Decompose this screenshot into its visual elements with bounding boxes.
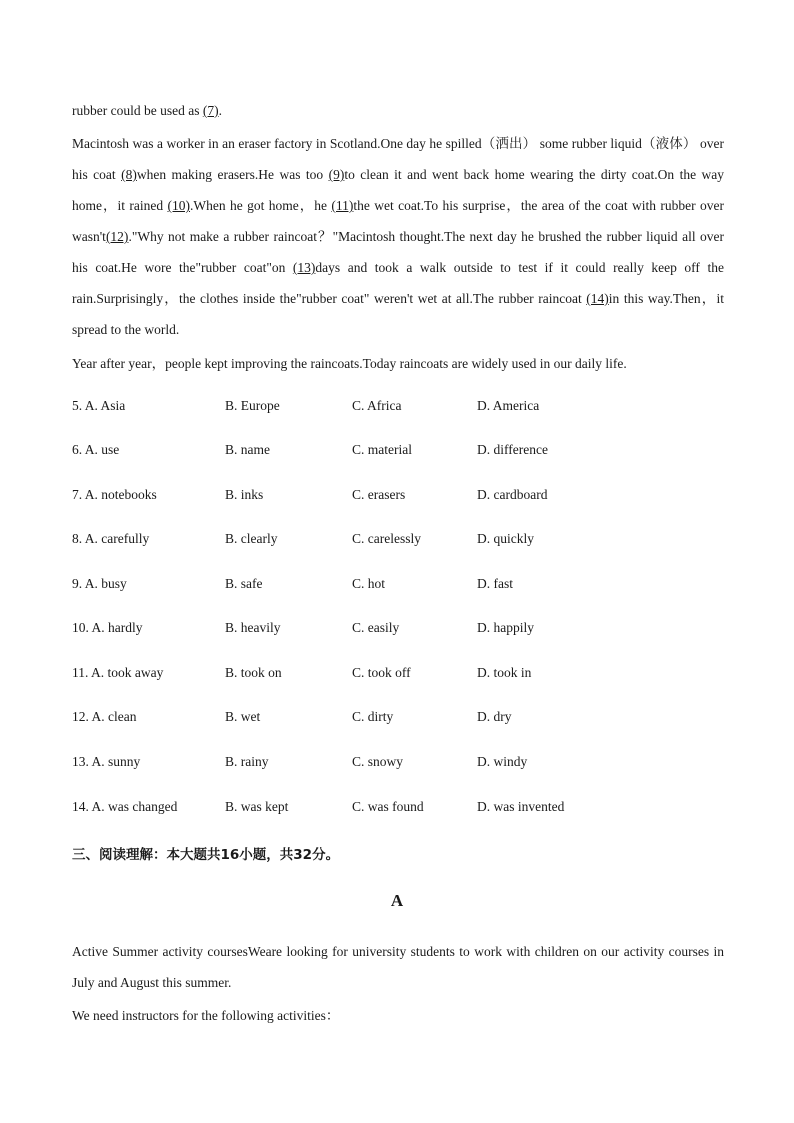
- option-b[interactable]: B. Europe: [225, 398, 280, 413]
- option-b[interactable]: B. rainy: [225, 754, 269, 769]
- option-c[interactable]: C. took off: [352, 665, 411, 680]
- question-8: [72, 531, 722, 551]
- option-a: A. use: [84, 442, 120, 457]
- text-run: ."Why not make a rubber raincoat？"Macintosh thought.The next day he brushed the rubber liquid all over his coat.He wore the"rubber coat"on: [72, 229, 724, 275]
- option-c[interactable]: C. was found: [352, 799, 424, 814]
- question-11: [72, 665, 722, 685]
- blank-9: (9): [328, 167, 345, 182]
- section-title: 三、阅读理解：本大题共16小题，共32分。: [72, 847, 340, 863]
- option-c[interactable]: C. carelessly: [352, 531, 421, 546]
- text-run: .: [218, 103, 222, 118]
- blank-14: (14): [586, 291, 609, 306]
- question-number-and-option-a[interactable]: [72, 576, 127, 592]
- text-run: Macintosh was a worker in an eraser factory in Scotland.One day he spilled（洒出） some rubber liquid（液体） over his coat: [72, 136, 724, 182]
- blank-7: (7): [202, 103, 219, 118]
- option-a: A. Asia: [84, 398, 126, 413]
- option-c[interactable]: C. dirty: [352, 709, 394, 724]
- text-run: in this way.Then，it spread to the world.: [72, 291, 724, 337]
- option-b[interactable]: B. inks: [225, 487, 264, 502]
- passage-heading: A: [390, 891, 404, 910]
- option-c[interactable]: C. erasers: [352, 487, 406, 502]
- text-run: to clean it and went back home wearing the dirty coat.On the way home，it rained: [72, 167, 724, 213]
- option-b[interactable]: B. wet: [225, 709, 261, 724]
- option-d[interactable]: D. happily: [477, 620, 534, 635]
- question-number-and-option-a[interactable]: [72, 487, 157, 503]
- option-d[interactable]: D. windy: [477, 754, 528, 769]
- question-number-and-option-a[interactable]: [72, 665, 163, 681]
- option-a: A. clean: [91, 709, 137, 724]
- question-number: 13.: [72, 754, 89, 769]
- question-7: [72, 487, 722, 507]
- text-run: days and took a walk outside to test if it could really keep off the rain.Surprisingly，the clothes inside the"rubber coat" weren't wet at all.The rubber raincoat: [72, 260, 724, 306]
- option-b[interactable]: B. name: [225, 442, 270, 457]
- question-number-and-option-a[interactable]: [72, 442, 119, 458]
- option-d[interactable]: D. quickly: [477, 531, 534, 546]
- option-b[interactable]: B. heavily: [225, 620, 281, 635]
- question-number: 8.: [72, 531, 83, 546]
- option-b[interactable]: B. took on: [225, 665, 282, 680]
- option-c[interactable]: C. material: [352, 442, 412, 457]
- question-number: 6.: [72, 442, 83, 457]
- option-d[interactable]: D. dry: [477, 709, 512, 724]
- question-9: [72, 576, 722, 596]
- option-a: A. took away: [91, 665, 164, 680]
- question-14: [72, 799, 722, 819]
- question-number: 7.: [72, 487, 83, 502]
- question-number: 11.: [72, 665, 89, 680]
- option-b[interactable]: B. clearly: [225, 531, 278, 546]
- option-c[interactable]: C. easily: [352, 620, 400, 635]
- option-b[interactable]: B. safe: [225, 576, 263, 591]
- question-10: [72, 620, 722, 640]
- blank-12: (12): [105, 229, 129, 244]
- option-d[interactable]: D. took in: [477, 665, 532, 680]
- question-number-and-option-a[interactable]: [72, 531, 149, 547]
- question-number: 12.: [72, 709, 89, 724]
- blank-11: (11): [331, 198, 354, 213]
- option-d[interactable]: D. was invented: [477, 799, 565, 814]
- blank-13: (13): [292, 260, 316, 275]
- text-run: rubber could be used as: [72, 103, 203, 118]
- question-number: 5.: [72, 398, 83, 413]
- option-a: A. hardly: [91, 620, 143, 635]
- question-13: [72, 754, 722, 774]
- reading-need-line: We need instructors for the following activities：: [72, 1008, 340, 1023]
- option-d[interactable]: D. America: [477, 398, 540, 413]
- question-6: [72, 442, 722, 462]
- text-run: when making erasers.He was too: [136, 167, 329, 182]
- question-5: [72, 398, 722, 418]
- option-a: A. carefully: [84, 531, 150, 546]
- question-number-and-option-a[interactable]: [72, 799, 177, 815]
- passage-paragraph-2: Year after year，people kept improving the raincoats.Today raincoats are widely used in our daily life.: [72, 356, 627, 371]
- option-a: A. busy: [84, 576, 127, 591]
- question-number-and-option-a[interactable]: [72, 709, 137, 725]
- option-a: A. was changed: [91, 799, 178, 814]
- option-c[interactable]: C. snowy: [352, 754, 404, 769]
- text-run: .When he got home，he: [190, 198, 332, 213]
- text-run: the wet coat.To his surprise，the area of the coat with rubber over wasn't: [72, 198, 724, 244]
- question-number: 14.: [72, 799, 89, 814]
- reading-intro: Active Summer activity coursesWeare looking for university students to work with children on our activity courses in July and August this summer.: [72, 944, 724, 990]
- option-a: A. sunny: [91, 754, 141, 769]
- question-12: [72, 709, 722, 729]
- option-c[interactable]: C. hot: [352, 576, 386, 591]
- option-d[interactable]: D. cardboard: [477, 487, 548, 502]
- option-d[interactable]: D. difference: [477, 442, 548, 457]
- blank-8: (8): [121, 167, 137, 182]
- option-b[interactable]: B. was kept: [225, 799, 289, 814]
- passage-paragraph-1: [72, 128, 724, 345]
- option-c[interactable]: C. Africa: [352, 398, 402, 413]
- blank-10: (10): [167, 198, 191, 213]
- question-number: 9.: [72, 576, 83, 591]
- option-a: A. notebooks: [84, 487, 157, 502]
- option-d[interactable]: D. fast: [477, 576, 513, 591]
- passage-line-top: [72, 103, 222, 119]
- question-number-and-option-a[interactable]: [72, 620, 143, 636]
- question-number-and-option-a[interactable]: [72, 398, 125, 414]
- question-number: 10.: [72, 620, 89, 635]
- question-number-and-option-a[interactable]: [72, 754, 140, 770]
